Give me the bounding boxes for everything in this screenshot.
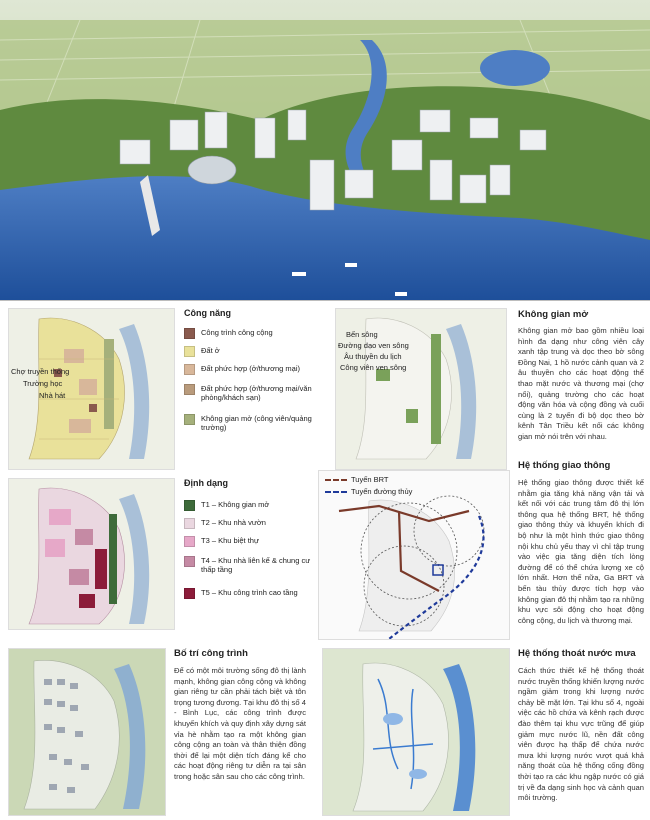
map-dinhdang xyxy=(8,478,175,630)
map-thoatnuoc xyxy=(322,648,510,816)
map-botri xyxy=(8,648,166,816)
text-thoatnuoc: Cách thức thiết kế hệ thống thoát nước truyền thống khiến lượng nước ngầm giảm trong khi lượng nước chảy bề mặt lớn. Tại khu số 4, ngoài việc các hồ chứa và kênh rạch được đào thêm tại khu vực trũng để giúp giảm mực nước lũ, nền đất công viên được hạ thấp để chứa nước mưa khi lượng nước vượt quá khả năng thoát của hệ thống cống đồng thời tạo ra các khu ngập nước có giá trị về đa dạng sinh học và cảnh quan môi trường. xyxy=(518,666,644,803)
legend-congnang-label: Công trình công cộng xyxy=(201,328,273,337)
legend-congnang-label: Không gian mở (công viên/quảng trường) xyxy=(201,414,312,432)
legend-waterway xyxy=(325,487,412,496)
waterway-line-icon xyxy=(325,491,347,493)
text-khonggianmo: Không gian mở bao gồm nhiều loại hình đa dạng như công viên cây xanh tập trung và dọc theo bờ sông Đồng Nai, 1 hồ nước cảnh quan và 2 âu thuyền cho các hoạt động thể thao mặt nước và thương mại (chợ nổi), quảng trường cho các hoạt động văn hóa và cộng đồng và cuối cùng là 2 tuyến đi bộ dọc theo bờ kênh Tân Triều kết nối các không gian mở nói trên với nhau. xyxy=(518,326,644,441)
transport-legend xyxy=(325,475,412,496)
legend-dinhdang-label: T3 – Khu biệt thự xyxy=(201,536,259,545)
landuse-map xyxy=(9,309,174,469)
legend-congnang-swatch xyxy=(184,384,195,395)
title-thoatnuoc: Hệ thống thoát nước mưa xyxy=(518,648,636,659)
legend-title-congnang: Công năng xyxy=(184,308,231,318)
transport-map xyxy=(319,471,509,639)
map-label-bensong: Bến sông xyxy=(346,330,378,339)
brt-line-icon xyxy=(325,479,347,481)
legend-dinhdang-swatch xyxy=(184,556,195,567)
map-label-cho: Chợ truyền thống xyxy=(11,367,70,376)
map-label-congvien: Công viên ven sông xyxy=(340,363,407,372)
legend-dinhdang-swatch xyxy=(184,536,195,547)
legend-dinhdang-item xyxy=(184,500,314,511)
legend-congnang-item xyxy=(184,328,314,339)
map-congnang xyxy=(8,308,175,470)
title-giaothong: Hệ thống giao thông xyxy=(518,460,611,471)
map-giaothong xyxy=(318,470,510,640)
legend-dinhdang-swatch xyxy=(184,518,195,529)
legend-dinhdang-label: T5 – Khu công trình cao tầng xyxy=(201,588,298,597)
legend-dinhdang-swatch xyxy=(184,588,195,599)
map-label-duongdao: Đường dạo ven sông xyxy=(338,341,409,350)
legend-brt-label: Tuyến BRT xyxy=(351,475,389,484)
legend-dinhdang-label: T2 – Khu nhà vườn xyxy=(201,518,266,527)
text-giaothong: Hệ thống giao thông được thiết kế nhằm gia tăng khả năng vận tải và kết nối với các trung tâm đô thị lớn thông qua hệ thống BRT, hệ thống giao thông thủy và khuyến khích đi bộ như là một hình thức giao thông nội khu chủ yếu thay vì chỉ tập trung vào việc gia tăng diện tích lòng đường để có thể chứa lượng xe cộ lớn nhất. Hơn thế nữa, Ga BRT và bến tàu thủy được tích hợp vào không gian đô thị nhằm tạo ra những khu vực sôi động cho hoạt động công cộng, du lịch và thương mại. xyxy=(518,478,644,625)
legend-congnang-swatch xyxy=(184,414,195,425)
legend-congnang-label: Đất ở xyxy=(201,346,220,355)
title-khonggianmo: Không gian mở xyxy=(518,309,589,320)
map-khonggianmo xyxy=(335,308,507,470)
map-label-nhahat: Nhà hát xyxy=(39,391,66,400)
legend-dinhdang-item xyxy=(184,536,314,547)
legend-dinhdang-item xyxy=(184,518,314,529)
hero-rendering xyxy=(0,0,650,300)
map-label-truong: Trường học xyxy=(23,379,63,388)
legend-congnang-item xyxy=(184,384,314,402)
legend-congnang-swatch xyxy=(184,346,195,357)
title-botri: Bố trí công trình xyxy=(174,648,248,659)
drainage-map xyxy=(323,649,509,815)
legend-congnang-label: Đất phức hợp (ở/thương mại) xyxy=(201,364,300,373)
legend-dinhdang-swatch xyxy=(184,500,195,511)
legend-dinhdang-label: T1 – Không gian mở xyxy=(201,500,270,509)
legend-dinhdang-label: T4 – Khu nhà liên kế & chung cư thấp tầng xyxy=(201,556,311,574)
legend-congnang-swatch xyxy=(184,364,195,375)
building-layout-map xyxy=(9,649,165,815)
legend-congnang-label: Đất phức hợp (ở/thương mại/văn phòng/khách sạn) xyxy=(201,384,312,402)
legend-brt xyxy=(325,475,412,484)
legend-congnang-item xyxy=(184,414,314,432)
legend-congnang-swatch xyxy=(184,328,195,339)
map-label-authuyen: Âu thuyền du lịch xyxy=(344,352,402,361)
legend-dinhdang-item xyxy=(184,556,314,574)
divider xyxy=(0,300,650,301)
legend-dinhdang-item xyxy=(184,588,314,599)
legend-waterway-label: Tuyến đường thủy xyxy=(351,487,413,496)
legend-congnang-item xyxy=(184,364,314,375)
legend-title-dinhdang: Định dạng xyxy=(184,478,228,488)
legend-congnang-item xyxy=(184,346,314,357)
typology-map xyxy=(9,479,174,629)
text-botri: Để có một môi trường sống đô thị lành mạnh, không gian công cộng và không gian riêng tư cần phải tách biệt và tôn trọng tương đương. Tại khu đô thị số 4 - Bình Lục, các công trình được khuyến khích và quy định xây dựng sát vỉa hè nhằm tạo ra một không gian công cộng an toàn và thân thiện đồng thời để lại một diện tích đáng kể cho các hoạt động riêng tư diễn ra tại sân trong hoặc sân sau cho các công trình. xyxy=(174,666,306,781)
aerial-rendering-image xyxy=(0,0,650,300)
